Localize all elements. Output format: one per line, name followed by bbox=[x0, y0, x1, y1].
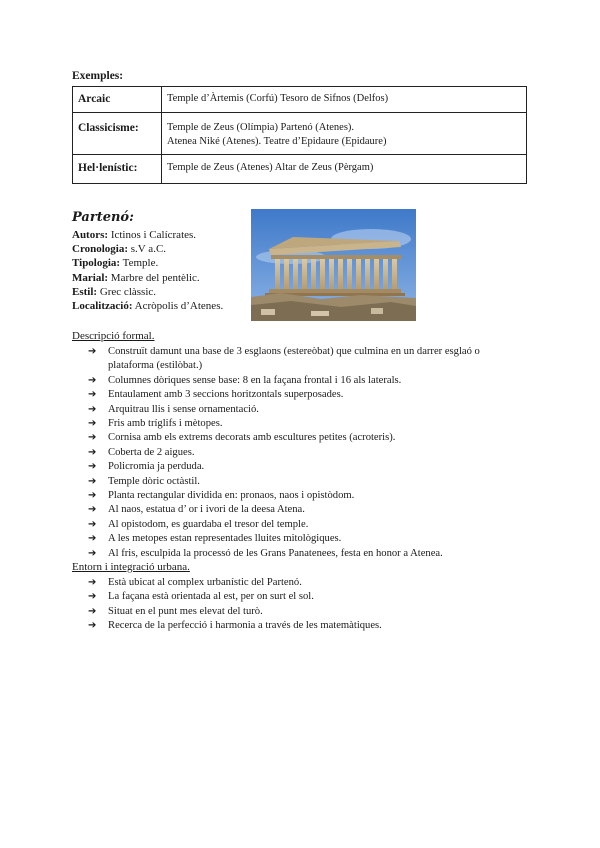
entorn-heading: Entorn i integració urbana. bbox=[72, 561, 190, 573]
arrow-icon: ➔ bbox=[88, 374, 97, 386]
fact-key: Tipologia: bbox=[72, 257, 121, 270]
list-item: ➔ Situat en el punt mes elevat del turò. bbox=[88, 605, 508, 619]
partenon-title: Partenó: bbox=[72, 210, 134, 225]
parthenon-illustration bbox=[251, 209, 416, 321]
list-item: ➔ Coberta de 2 aigues. bbox=[88, 446, 508, 460]
list-item: ➔ Està ubicat al complex urbanístic del Partenó. bbox=[88, 576, 508, 590]
parthenon-photo bbox=[251, 209, 416, 321]
period-cell: Arcaic bbox=[73, 87, 162, 113]
list-item: ➔ Entaulament amb 3 seccions horitzontals superposades. bbox=[88, 388, 508, 402]
list-item: ➔ Al opistodom, es guardaba el tresor del temple. bbox=[88, 518, 508, 532]
table-row bbox=[73, 113, 527, 155]
example-line: Temple de Zeus (Olímpia) Partenó (Atenes). bbox=[167, 122, 355, 133]
list-item: ➔ La façana està orientada al est, per on surt el sol. bbox=[88, 590, 508, 604]
arrow-icon: ➔ bbox=[88, 403, 97, 415]
list-item: ➔ Al fris, esculpida la processó de les Grans Panatenees, festa en honor a Atenea. bbox=[88, 547, 508, 561]
fact-line bbox=[72, 242, 223, 256]
arrow-icon: ➔ bbox=[88, 490, 97, 502]
fact-value: Acròpolis d’Atenes. bbox=[132, 300, 224, 313]
fact-line bbox=[72, 271, 223, 285]
fact-key: Marial: bbox=[72, 271, 109, 284]
arrow-icon: ➔ bbox=[88, 475, 97, 487]
arrow-icon: ➔ bbox=[88, 518, 97, 530]
examples-cell bbox=[162, 87, 527, 113]
arrow-icon: ➔ bbox=[88, 432, 97, 444]
fact-key: Estil: bbox=[72, 285, 98, 298]
arrow-icon: ➔ bbox=[88, 591, 97, 603]
period-cell: Classicisme: bbox=[73, 113, 162, 155]
list-item: ➔ Policromia ja perduda. bbox=[88, 460, 508, 474]
arrow-icon: ➔ bbox=[88, 547, 97, 559]
arrow-icon: ➔ bbox=[88, 346, 97, 357]
descripcio-heading: Descripció formal. bbox=[72, 330, 155, 342]
arrow-icon: ➔ bbox=[88, 577, 97, 588]
list-item: ➔ A les metopes estan representades lluites mitològiques. bbox=[88, 532, 508, 546]
example-line: Temple d’Àrtemis (Corfú) Tesoro de Sifnos (Delfos) bbox=[167, 93, 389, 104]
table-row bbox=[73, 155, 527, 184]
example-line: Temple de Zeus (Atenes) Altar de Zeus (Pèrgam) bbox=[167, 162, 374, 173]
fact-key: Cronologia: bbox=[72, 243, 129, 256]
partenon-facts bbox=[72, 228, 223, 313]
arrow-icon: ➔ bbox=[88, 620, 97, 632]
fact-line bbox=[72, 285, 223, 299]
arrow-icon: ➔ bbox=[88, 389, 97, 401]
fact-key: Localització: bbox=[72, 300, 133, 313]
arrow-icon: ➔ bbox=[88, 605, 97, 617]
period-cell: Hel·lenístic: bbox=[73, 155, 162, 184]
fact-value: Temple. bbox=[120, 257, 159, 270]
arrow-icon: ➔ bbox=[88, 504, 97, 516]
list-item: ➔ Columnes dòriques sense base: 8 en la façana frontal i 16 als laterals. bbox=[88, 374, 508, 388]
table-row bbox=[73, 87, 527, 113]
examples-heading: Exemples: bbox=[72, 70, 124, 82]
examples-table bbox=[72, 86, 527, 184]
fact-line bbox=[72, 299, 223, 313]
entorn-list bbox=[88, 576, 508, 634]
list-item: ➔ Recerca de la perfecció i harmonia a través de les matemàtiques. bbox=[88, 619, 508, 633]
list-item: ➔ Construït damunt una base de 3 esglaons (estereòbat) que culmina en un darrer esglaó o plataforma (estilòbat.) bbox=[88, 346, 480, 372]
arrow-icon: ➔ bbox=[88, 533, 97, 545]
fact-key: Autors: bbox=[72, 229, 109, 241]
arrow-icon: ➔ bbox=[88, 461, 97, 473]
fact-line bbox=[72, 256, 223, 270]
examples-cell bbox=[162, 155, 527, 184]
descripcio-list bbox=[88, 345, 508, 561]
list-item: ➔ Fris amb tríglifs i mètopes. bbox=[88, 417, 508, 431]
list-item: ➔ Cornisa amb els extrems decorats amb escultures petites (acroteris). bbox=[88, 431, 508, 445]
examples-cell bbox=[162, 113, 527, 155]
fact-value: Marbre del pentèlic. bbox=[108, 271, 200, 284]
fact-line bbox=[72, 228, 223, 242]
list-item: ➔ Al naos, estatua d’ or i ivori de la deesa Atena. bbox=[88, 503, 508, 517]
fact-value: s.V a.C. bbox=[128, 243, 167, 256]
list-item: ➔ Arquitrau llis i sense ornamentació. bbox=[88, 403, 508, 417]
fact-value: Grec clàssic. bbox=[97, 285, 157, 298]
fact-value: Ictinos i Calícrates. bbox=[108, 229, 197, 241]
example-line: Atenea Niké (Atenes). Teatre d’Epidaure (Epidaure) bbox=[167, 136, 387, 147]
list-item: ➔ Temple dòric octàstil. bbox=[88, 475, 508, 489]
arrow-icon: ➔ bbox=[88, 446, 97, 458]
arrow-icon: ➔ bbox=[88, 418, 97, 430]
list-item: ➔ Planta rectangular dividida en: pronaos, naos i opistòdom. bbox=[88, 489, 508, 503]
